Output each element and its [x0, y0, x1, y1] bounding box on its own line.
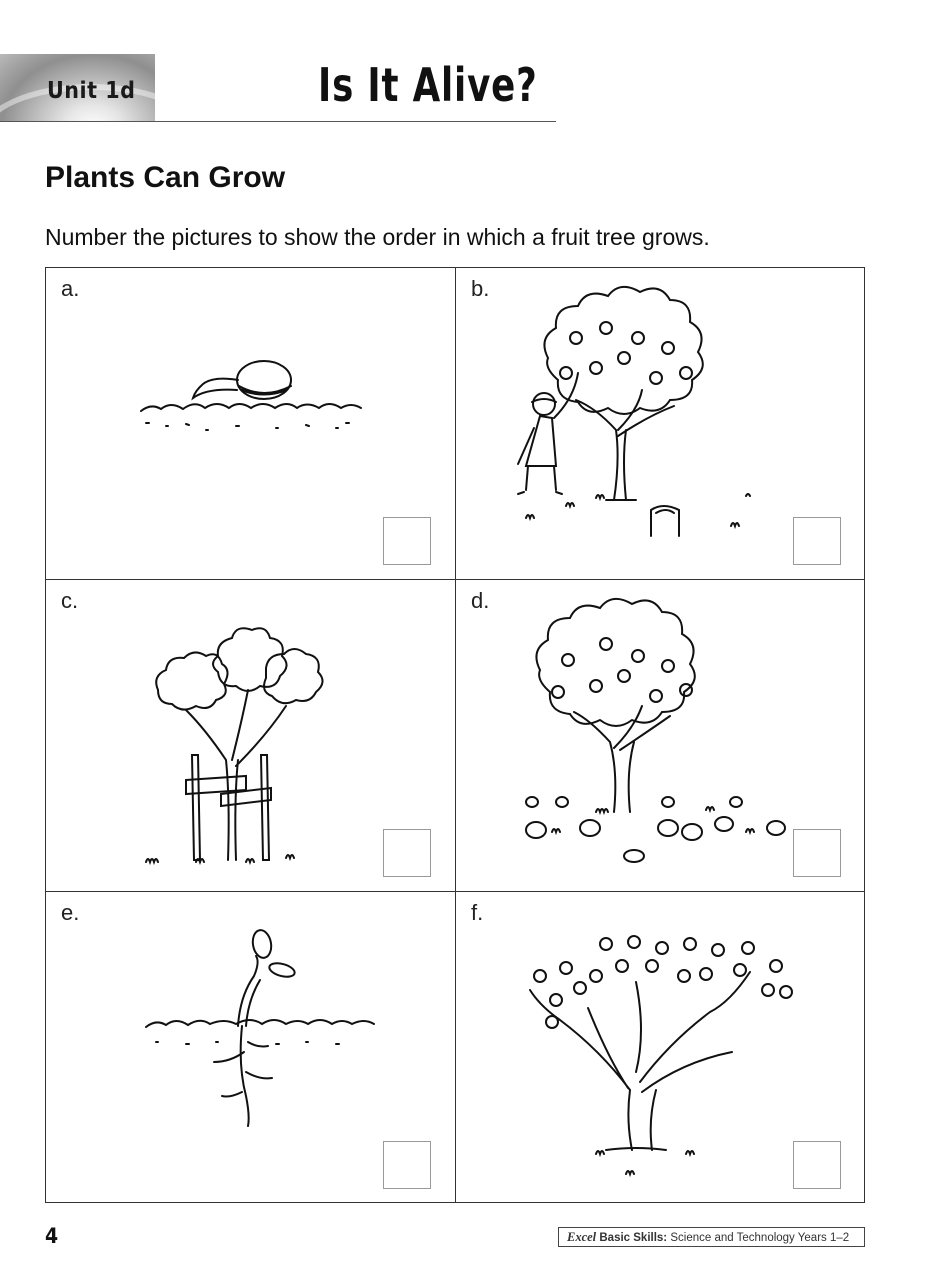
answer-box[interactable] — [793, 517, 841, 565]
answer-box[interactable] — [793, 829, 841, 877]
page-number: 4 — [45, 1224, 59, 1248]
picture-cell-b — [456, 268, 865, 579]
section-heading: Plants Can Grow — [45, 161, 286, 194]
picture-label: e. — [61, 900, 80, 925]
picture-label: c. — [61, 588, 79, 613]
picture-label: b. — [471, 276, 490, 301]
answer-box[interactable] — [383, 829, 431, 877]
footer-brand: Excel — [567, 1230, 597, 1244]
picture-cell-d — [456, 580, 865, 891]
picture-cell-e — [46, 892, 455, 1203]
footer-book: Science and Technology Years 1–2 — [670, 1232, 850, 1244]
instruction-text: Number the pictures to show the order in which a fruit tree grows. — [45, 224, 710, 250]
title-rule — [0, 121, 556, 122]
picture-grid — [45, 267, 865, 1203]
unit-label: Unit 1d — [47, 78, 136, 104]
footer-credit — [558, 1227, 865, 1247]
answer-box[interactable] — [383, 517, 431, 565]
picture-label: d. — [471, 588, 490, 613]
picture-cell-a — [46, 268, 455, 579]
answer-box[interactable] — [383, 1141, 431, 1189]
picture-label: a. — [61, 276, 80, 301]
picture-cell-c — [46, 580, 455, 891]
picture-label: f. — [471, 900, 484, 925]
answer-box[interactable] — [793, 1141, 841, 1189]
footer-series: Basic Skills: — [599, 1232, 668, 1244]
page-title: Is It Alive? — [318, 58, 538, 112]
picture-cell-f — [456, 892, 865, 1203]
